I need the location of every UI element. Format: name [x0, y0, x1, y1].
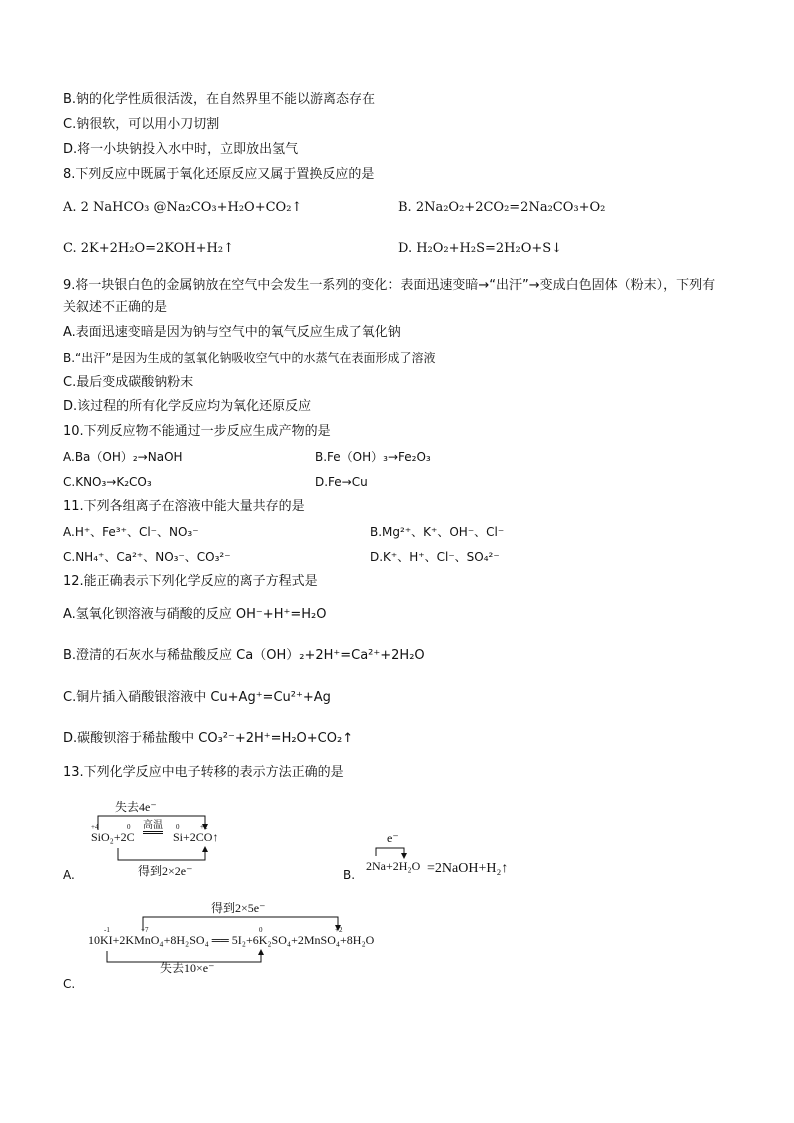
oxidation-state: +2	[335, 926, 343, 934]
option-12b: B.澄清的石灰水与稀盐酸反应 Ca（OH）₂+2H⁺=Ca²⁺+2H₂O	[63, 648, 425, 663]
option-10b: B.Fe（OH）₃→Fe₂O₃	[315, 450, 431, 464]
oxidation-state: +4	[91, 823, 99, 831]
equation: 10KI+2KMnO₄+8H₂SO₄ ══ 5I₂+6K₂SO₄+2MnSO₄+8H₂O	[88, 933, 375, 947]
text-line: B.钠的化学性质很活泼，在自然界里不能以游离态存在	[63, 92, 376, 107]
option-9a: A.表面迅速变暗是因为钠与空气中的氧气反应生成了氧化钠	[63, 325, 401, 340]
option-12a: A.氢氧化钡溶液与硝酸的反应 OH⁻+H⁺=H₂O	[63, 607, 327, 622]
electron-transfer-diagram-b	[362, 828, 542, 878]
option-9d: D.该过程的所有化学反应均为氧化还原反应	[63, 399, 312, 414]
option-9b: B.“出汗”是因为生成的氢氧化钠吸收空气中的水蒸气在表面形成了溶液	[63, 351, 436, 365]
option-10c: C.KNO₃→K₂CO₃	[63, 475, 152, 489]
reaction-condition: 高温	[143, 820, 163, 834]
label-lost-electrons: 失去4e⁻	[115, 800, 157, 814]
oxidation-state: 0	[176, 823, 180, 831]
electron-transfer-diagram-c	[63, 895, 423, 975]
text-line: D.将一小块钠投入水中时，立即放出氢气	[63, 142, 299, 157]
question-11: 11.下列各组离子在溶液中能大量共存的是	[63, 499, 305, 514]
equation-left: SiO₂+2C	[91, 830, 135, 844]
label-electron: e⁻	[387, 831, 399, 845]
option-12d: D.碳酸钡溶于稀盐酸中 CO₃²⁻+2H⁺=H₂O+CO₂↑	[63, 731, 354, 746]
question-12: 12.能正确表示下列化学反应的离子方程式是	[63, 574, 318, 589]
option-8b: B. 2Na₂O₂+2CO₂=2Na₂CO₃+O₂	[398, 200, 606, 215]
question-13: 13.下列化学反应中电子转移的表示方法正确的是	[63, 765, 344, 780]
option-13b: B.	[343, 868, 356, 882]
option-12c: C.铜片插入硝酸银溶液中 Cu+Ag⁺=Cu²⁺+Ag	[63, 690, 331, 705]
label-gained-electrons: 得到2×5e⁻	[211, 901, 266, 915]
option-11c: C.NH₄⁺、Ca²⁺、NO₃⁻、CO₃²⁻	[63, 550, 231, 564]
option-10d: D.Fe→Cu	[315, 475, 368, 489]
equation-right: Si+2CO↑	[173, 830, 219, 844]
option-8c: C. 2K+2H₂O=2KOH+H₂↑	[63, 241, 234, 256]
option-9c: C.最后变成碳酸钠粉末	[63, 375, 194, 390]
oxidation-state: -1	[104, 926, 110, 934]
question-10: 10.下列反应物不能通过一步反应生成产物的是	[63, 424, 331, 439]
question-9: 9.将一块银白色的金属钠放在空气中会发生一系列的变化：表面迅速变暗→“出汗”→变成白色固体（粉末），下列有关叙述不正确的是	[63, 278, 716, 315]
oxidation-state: 0	[127, 823, 131, 831]
text-line: C.钠很软，可以用小刀切割	[63, 117, 220, 132]
equation-right: =2NaOH+H₂↑	[427, 861, 509, 876]
electron-transfer-diagram-a	[63, 790, 233, 882]
option-10a: A.Ba（OH）₂→NaOH	[63, 450, 183, 464]
option-8a: A. 2 NaHCO₃ @Na₂CO₃+H₂O+CO₂↑	[63, 200, 303, 215]
option-11d: D.K⁺、H⁺、Cl⁻、SO₄²⁻	[370, 550, 500, 564]
equation-left: 2Na+2H₂O	[366, 859, 421, 873]
option-8d: D. H₂O₂+H₂S=2H₂O+S↓	[398, 241, 563, 256]
oxidation-state: +2	[200, 823, 208, 831]
option-13a: A.	[63, 868, 75, 882]
label-lost-electrons: 失去10×e⁻	[160, 961, 215, 975]
oxidation-state: +7	[141, 926, 149, 934]
option-11a: A.H⁺、Fe³⁺、Cl⁻、NO₃⁻	[63, 525, 199, 539]
question-8: 8.下列反应中既属于氧化还原反应又属于置换反应的是	[63, 167, 375, 182]
oxidation-state: 0	[259, 926, 263, 934]
option-11b: B.Mg²⁺、K⁺、OH⁻、Cl⁻	[370, 525, 505, 539]
option-13c: C.	[63, 977, 76, 991]
label-gained-electrons: 得到2×2e⁻	[138, 864, 193, 878]
